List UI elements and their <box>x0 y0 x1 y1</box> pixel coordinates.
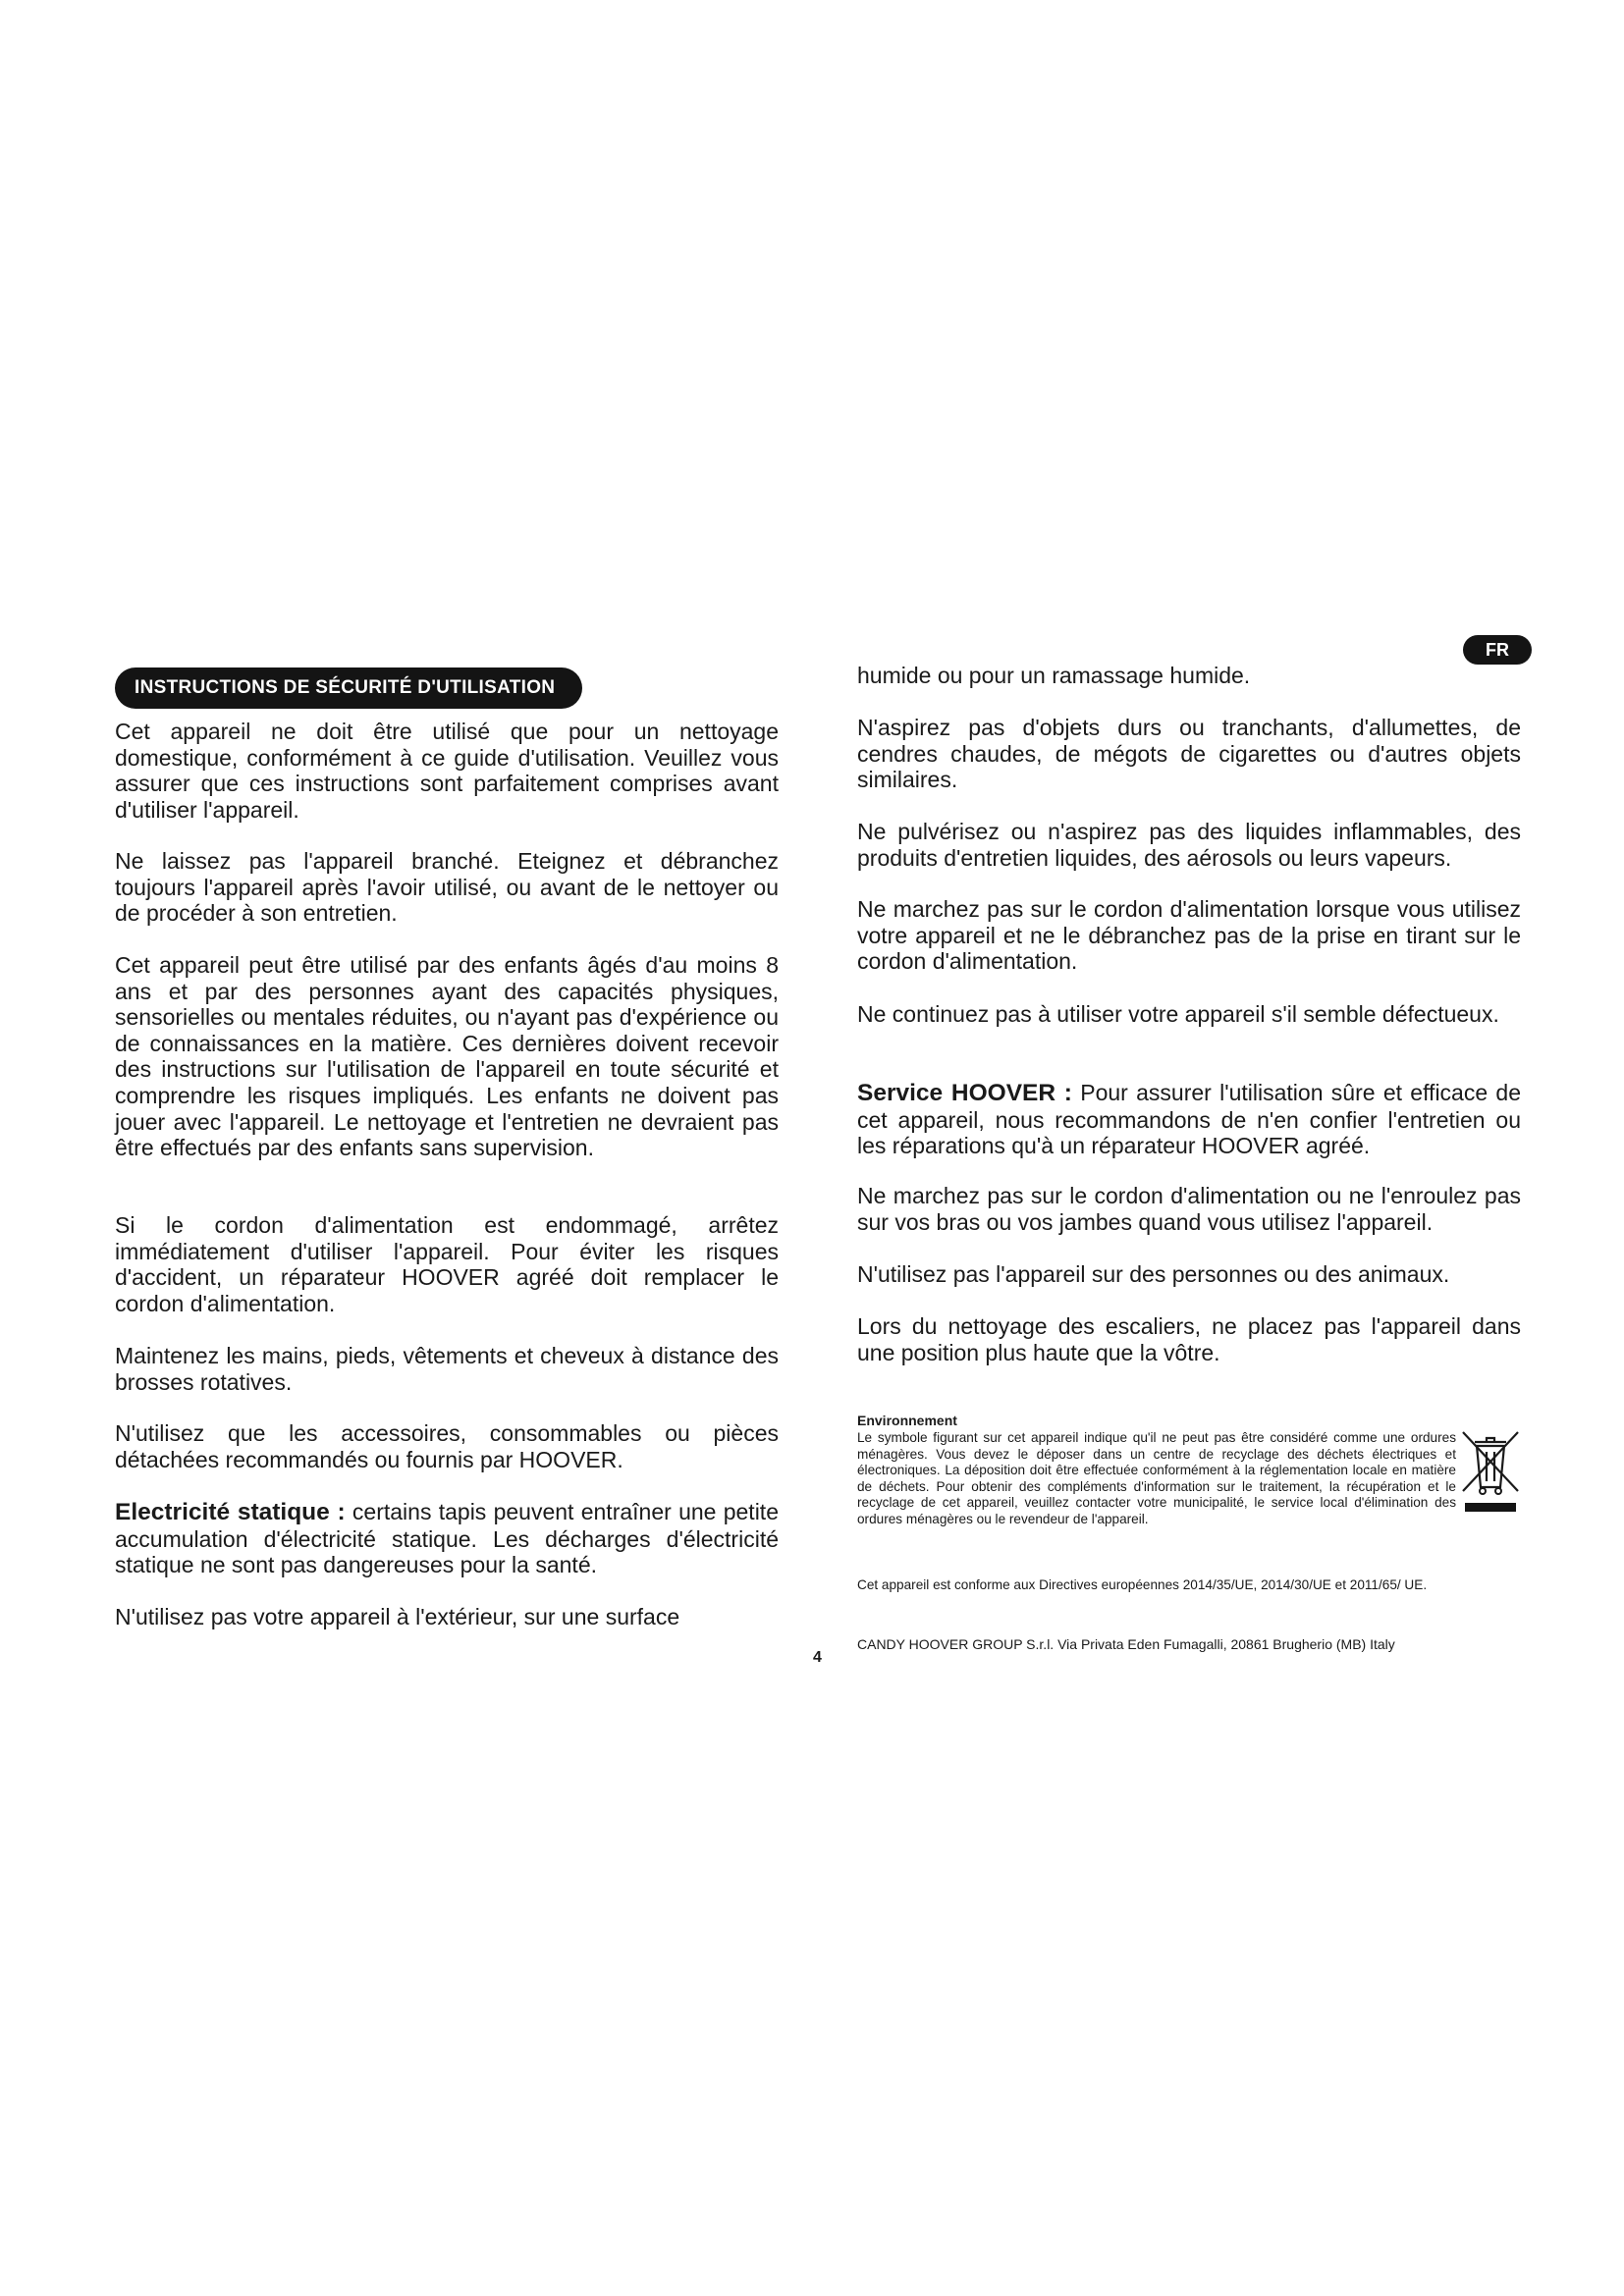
environment-text: Le symbole figurant sur cet appareil indique qu'il ne peut pas être considéré comme une ordures ménagères. Vous devez le déposer dans un centre de recyclage des déchets électriques et électroniques. La déposition doit être effectuée conformément à la réglementation locale en matière de déchets. Pour obtenir des compléments d'information sur le traitement, la récupération et le recyclage de cet appareil, veuillez contacter votre municipalité, le service local d'élimination des ordures ménagères ou le revendeur de l'appareil. <box>857 1430 1456 1526</box>
paragraph-outdoor: N'utilisez pas votre appareil à l'extérieur, sur une surface <box>115 1604 680 1629</box>
static-electricity-text: certains tapis peuvent entraîner une petite accumulation d'électricité statique. Les décharges d'électricité statique ne sont pas dangereuses pour la santé. <box>115 1499 779 1578</box>
service-text: Pour assurer l'utilisation sûre et efficace de cet appareil, nous recommandons de n'en confier l'entretien ou les réparations qu'à un réparateur HOOVER agréé. <box>857 1080 1522 1159</box>
paragraph-unplug: Ne laissez pas l'appareil branché. Eteignez et débranchez toujours l'appareil après l'avoir utilisé, ou avant de le nettoyer ou de procéder à son entretien. <box>115 848 779 927</box>
paragraph-brushes: Maintenez les mains, pieds, vêtements et cheveux à distance des brosses rotatives. <box>115 1343 779 1395</box>
paragraph-stairs: Lors du nettoyage des escaliers, ne placez pas l'appareil dans une position plus haute que la vôtre. <box>857 1313 1521 1365</box>
paragraph-damaged-cord: Si le cordon d'alimentation est endommagé, arrêtez immédiatement d'utiliser l'appareil. Pour éviter les risques d'accident, un réparateur HOOVER agréé doit remplacer le cordon d'alimentation. <box>115 1212 779 1316</box>
conformity-statement: Cet appareil est conforme aux Directives européennes 2014/35/UE, 2014/30/UE et 2011/65/ UE. <box>857 1577 1428 1592</box>
paragraph-people-animals: N'utilisez pas l'appareil sur des personnes ou des animaux. <box>857 1261 1450 1287</box>
environment-heading: Environnement <box>857 1413 957 1428</box>
page-number: 4 <box>813 1649 822 1666</box>
crossed-out-wheelie-bin-icon <box>1459 1428 1522 1517</box>
section-title-pill <box>115 667 582 709</box>
manufacturer-address: CANDY HOOVER GROUP S.r.l. Via Privata Eden Fumagalli, 20861 Brugherio (MB) Italy <box>857 1636 1395 1652</box>
paragraph-hard-objects: N'aspirez pas d'objets durs ou tranchants, d'allumettes, de cendres chaudes, de mégots de cigarettes ou d'autres objets similaires. <box>857 715 1521 793</box>
paragraph-static-electricity <box>115 1499 779 1578</box>
paragraph-defective: Ne continuez pas à utiliser votre appareil s'il semble défectueux. <box>857 1001 1499 1027</box>
paragraph-wet-surface: humide ou pour un ramassage humide. <box>857 663 1251 688</box>
paragraph-flammable-liquids: Ne pulvérisez ou n'aspirez pas des liquides inflammables, des produits d'entretien liquides, des aérosols ou leurs vapeurs. <box>857 819 1521 871</box>
paragraph-cord-wrap: Ne marchez pas sur le cordon d'alimentation ou ne l'enroulez pas sur vos bras ou vos jambes quand vous utilisez l'appareil. <box>857 1183 1521 1235</box>
paragraph-children: Cet appareil peut être utilisé par des enfants âgés d'au moins 8 ans et par des personnes ayant des capacités physiques, sensorielles ou mentales réduites, ou n'ayant pas d'expérience ou de connaissances en la matière. Ces dernières doivent recevoir des instructions sur l'utilisation de l'appareil en toute sécurité et comprendre les risques impliqués. Les enfants ne doivent pas jouer avec l'appareil. Le nettoyage et l'entretien ne devraient pas être effectués par des enfants sans supervision. <box>115 952 779 1161</box>
service-heading: Service HOOVER : <box>857 1080 1072 1106</box>
language-badge: FR <box>1463 635 1532 665</box>
paragraph-accessories: N'utilisez que les accessoires, consommables ou pièces détachées recommandés ou fournis par HOOVER. <box>115 1420 779 1472</box>
section-title: INSTRUCTIONS DE SÉCURITÉ D'UTILISATION <box>135 677 556 698</box>
static-electricity-heading: Electricité statique : <box>115 1499 346 1525</box>
paragraph-domestic-use: Cet appareil ne doit être utilisé que pour un nettoyage domestique, conformément à ce guide d'utilisation. Veuillez vous assurer que ces instructions sont parfaitement comprises avant d'utiliser l'appareil. <box>115 719 779 823</box>
paragraph-service <box>857 1080 1521 1159</box>
paragraph-cord-walking: Ne marchez pas sur le cordon d'alimentation lorsque vous utilisez votre appareil et ne le débranchez pas de la prise en tirant sur le cordon d'alimentation. <box>857 896 1521 975</box>
